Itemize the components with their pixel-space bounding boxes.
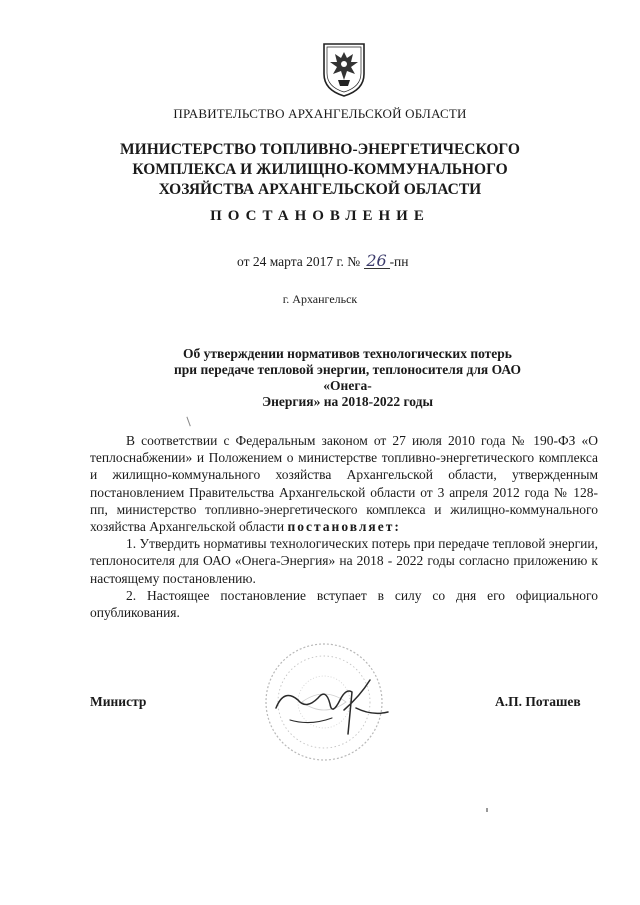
pen-mark xyxy=(186,416,193,427)
city: г. Архангельск xyxy=(282,292,358,306)
document-type: ПОСТАНОВЛЕНИЕ xyxy=(210,208,430,224)
title-line: при передаче тепловой энергии, теплоносителя для ОАО «Онега- xyxy=(174,362,521,393)
decree-number-suffix: -пн xyxy=(389,254,409,269)
decree-body xyxy=(90,432,598,621)
signatory-position: Министр xyxy=(90,694,147,709)
ministry-line: КОМПЛЕКСА И ЖИЛИЩНО-КОММУНАЛЬНОГО xyxy=(132,161,508,178)
ministry-line: МИНИСТЕРСТВО ТОПЛИВНО-ЭНЕРГЕТИЧЕСКОГО xyxy=(120,141,520,158)
ministry-name xyxy=(0,140,640,200)
government-header: ПРАВИТЕЛЬСТВО АРХАНГЕЛЬСКОЙ ОБЛАСТИ xyxy=(173,106,467,121)
handwritten-signature-icon xyxy=(270,670,395,745)
decree-date-number xyxy=(237,251,409,270)
title-line: Об утверждении нормативов технологических потерь xyxy=(183,346,512,361)
preamble-paragraph xyxy=(90,432,598,535)
coat-of-arms-icon xyxy=(320,40,368,98)
scan-speck xyxy=(486,808,488,812)
decree-number-handwritten: 26 xyxy=(364,254,390,269)
ministry-line: ХОЗЯЙСТВА АРХАНГЕЛЬСКОЙ ОБЛАСТИ xyxy=(158,181,482,198)
signatory-name: А.П. Поташев xyxy=(495,694,581,709)
preamble-text: В соответствии с Федеральным законом от 27 июля 2010 года № 190-ФЗ «О теплоснабжении» и Положением о министерстве топливно-энергетического комплекса и жилищно-коммунального хозяйства Архангельской области, утвержденным постановлением Правительства Архангельской области от 3 апреля 2012 года № 128-пп, министерство топливно-энергетического комплекса и жилищно-коммунального хозяйства Архангельской области xyxy=(90,433,598,535)
title-line: Энергия» на 2018-2022 годы xyxy=(261,394,434,409)
decree-title xyxy=(150,346,545,410)
item-1: 1. Утвердить нормативы технологических потерь при передаче тепловой энергии, теплоносителя для ОАО «Онега-Энергия» на 2018 - 2022 годы согласно приложению к настоящему постановлению. xyxy=(90,536,598,586)
item-2: 2. Настоящее постановление вступает в силу со дня его официального опубликования. xyxy=(90,587,598,621)
resolves-word: постановляет: xyxy=(287,519,401,535)
decree-date: от 24 марта 2017 г. № xyxy=(237,254,361,269)
